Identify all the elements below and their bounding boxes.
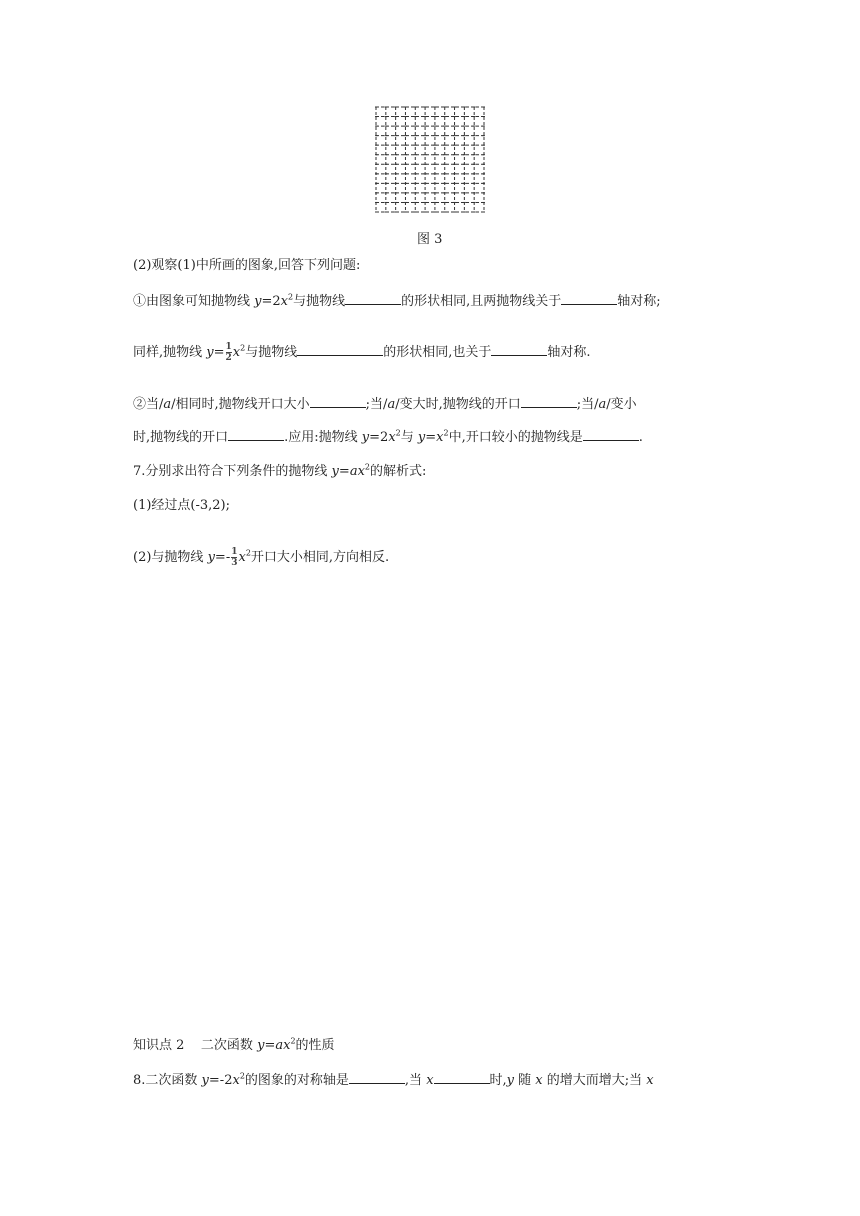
q2-item-2-continued: 时,抛物线的开口 .应用:抛物线 $y=2x^2$与 $y=x^2$中,开口较小的抛物线是 .	[133, 428, 643, 445]
answer-blank[interactable]	[434, 1071, 490, 1084]
fraction-one-third: $\frac{1}{3}$	[231, 547, 238, 568]
dashed-grid-figure	[375, 106, 485, 213]
q7-sub-2: (2)与抛物线 y=- $\frac{1}{3}$ $x^2$开口大小相同,方向相反.	[133, 547, 390, 568]
q8-text: 8.二次函数 $y=-2x^2$的图象的对称轴是 ,当 x 时,y 随 x 的增大而增大;当 x	[133, 1071, 654, 1088]
q2-intro: (2)观察(1)中所画的图象,回答下列问题:	[133, 258, 361, 273]
q7-sub-1: (1)经过点(-3,2);	[133, 498, 231, 513]
answer-blank[interactable]	[583, 428, 639, 441]
q2-item-2: ②当/a/相同时,抛物线开口大小 ;当/a/变大时,抛物线的开口 ;当/a/变小	[133, 397, 637, 412]
answer-blank[interactable]	[561, 292, 617, 305]
knowledge-point-2-title: 知识点 2 二次函数 $y=ax^2$的性质	[133, 1036, 335, 1053]
figure-caption: 图 3	[417, 232, 443, 247]
answer-blank[interactable]	[521, 395, 577, 408]
q7-title: 7.分别求出符合下列条件的抛物线 $y=ax^2$的解析式:	[133, 462, 427, 479]
answer-blank[interactable]	[345, 292, 401, 305]
q2-item-1-continued: 同样,抛物线 y= $\frac{1}{2}$ $x^2$与抛物线 的形状相同,也关于 轴对称.	[133, 342, 591, 363]
answer-blank[interactable]	[228, 428, 284, 441]
fraction-one-half: $\frac{1}{2}$	[225, 342, 232, 363]
answer-blank[interactable]	[491, 343, 547, 356]
answer-blank[interactable]	[349, 1071, 405, 1084]
answer-blank[interactable]	[310, 395, 366, 408]
q2-item-1: ①由图象可知抛物线 $y=2x^2$与抛物线 的形状相同,且两抛物线关于 轴对称;	[133, 292, 661, 309]
answer-blank[interactable]	[297, 343, 383, 356]
